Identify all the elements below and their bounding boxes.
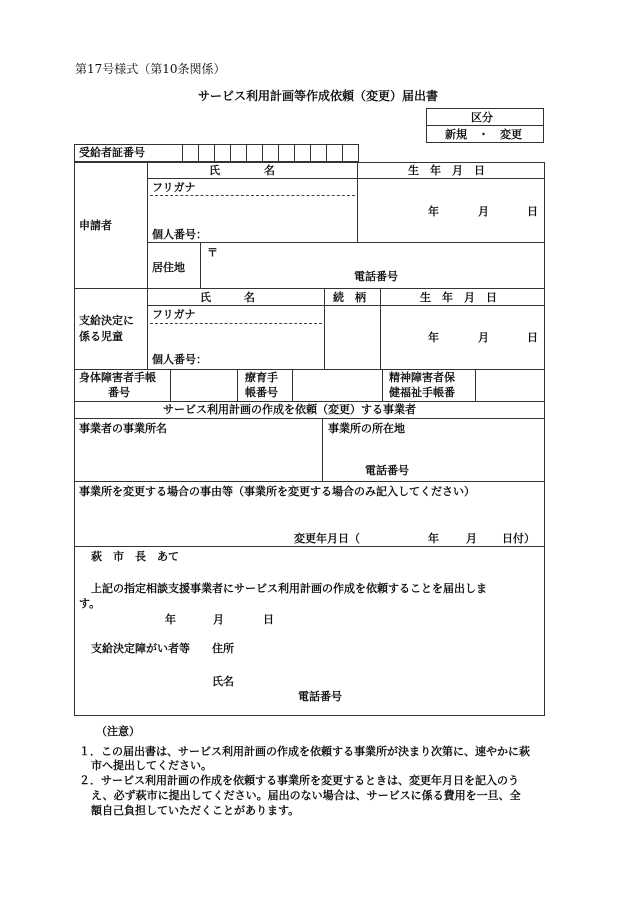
recipient-cert-label: 受給者証番号 [79, 146, 145, 159]
office-address-label: 事業所の所在地 [328, 422, 405, 435]
category-header: 区分 [471, 111, 493, 124]
form-title: サービス利用計画等作成依頼（変更）届出書 [198, 89, 439, 103]
child-dob-day: 日 [527, 331, 538, 344]
child-personal-number-label: 個人番号： [152, 353, 207, 366]
note-line: 額自己負担していただくことがあります。 [91, 804, 300, 817]
change-reason-label: 事業所を変更する場合の事由等（事業所を変更する場合のみ記入してください） [79, 485, 475, 498]
mental-handbook-field[interactable] [477, 371, 543, 399]
declarant-address-label: 住所 [212, 642, 234, 655]
declarant-label: 支給決定障がい者等 [91, 642, 190, 655]
child-dob-month: 月 [478, 331, 489, 344]
addressee: 萩 市 長 あて [91, 550, 179, 563]
applicant-phone-label: 電話番号 [354, 270, 398, 283]
change-date-label: 変更年月日（ [294, 532, 360, 545]
applicant-dob-header: 生 年 月 日 [408, 164, 485, 177]
applicant-dob-day: 日 [527, 205, 538, 218]
change-date-month: 月 [466, 532, 477, 545]
child-dob-header: 生 年 月 日 [420, 291, 497, 304]
change-reason-field[interactable] [76, 500, 543, 528]
child-furigana-label: フリガナ [152, 308, 196, 321]
declarant-address-field[interactable] [240, 640, 540, 656]
child-relation-header: 続 柄 [333, 291, 366, 304]
physical-handbook-label-2: 番号 [108, 386, 130, 399]
note-line: 市へ提出してください。 [91, 759, 212, 772]
mental-handbook-label-1: 精神障害者保 [389, 371, 455, 384]
applicant-name-field[interactable] [150, 197, 355, 227]
physical-handbook-label-1: 身体障害者手帳 [79, 371, 156, 384]
office-name-label: 事業者の事業所名 [79, 422, 167, 435]
mental-handbook-label-2: 健福祉手帳番 [389, 386, 455, 399]
declaration-text-line2: す。 [79, 597, 101, 610]
ryoiku-handbook-label-1: 療育手 [245, 371, 278, 384]
form-number: 第17号様式（第10条関係） [75, 62, 226, 76]
ryoiku-handbook-label-2: 帳番号 [245, 386, 278, 399]
applicant-dob-year: 年 [428, 205, 439, 218]
declarant-name-field[interactable] [240, 673, 540, 689]
child-label-line2: 係る児童 [79, 330, 123, 343]
child-dob-year: 年 [428, 331, 439, 344]
applicant-dob-field[interactable] [358, 180, 544, 240]
declaration-date-month: 月 [213, 613, 224, 626]
declarant-phone-label: 電話番号 [298, 690, 342, 703]
postal-mark: 〒 [207, 246, 218, 259]
applicant-personal-number-label: 個人番号： [152, 228, 207, 241]
child-name-header: 氏 名 [200, 291, 255, 304]
office-phone-label: 電話番号 [365, 464, 409, 477]
applicant-label: 申請者 [79, 219, 112, 232]
ryoiku-handbook-field[interactable] [294, 371, 381, 399]
category-options[interactable]: 新規 ・ 変更 [445, 128, 522, 141]
declaration-date-day: 日 [263, 613, 274, 626]
child-dob-field[interactable] [382, 307, 544, 367]
provider-section-header: サービス利用計画の作成を依頼（変更）する事業者 [163, 403, 416, 416]
note-line: え、必ず萩市に提出してください。届出のない場合は、サービスに係る費用を一旦、全 [91, 789, 521, 802]
office-name-field[interactable] [76, 436, 320, 479]
child-label-line1: 支給決定に [79, 314, 134, 327]
change-date-year: 年 [428, 532, 439, 545]
office-address-field[interactable] [324, 436, 544, 463]
note-line: ２．サービス利用計画の作成を依頼する事業所を変更するときは、変更年月日を記入のう [79, 774, 519, 787]
applicant-furigana-label: フリガナ [152, 181, 196, 194]
child-name-field[interactable] [150, 325, 322, 353]
applicant-name-header: 氏 名 [209, 164, 275, 177]
change-date-day: 日付） [502, 532, 535, 545]
applicant-dob-month: 月 [478, 205, 489, 218]
child-relation-field[interactable] [326, 307, 379, 367]
physical-handbook-field[interactable] [172, 371, 236, 399]
note-line: １．この届出書は、サービス利用計画の作成を依頼する事業所が決まり次第に、速やかに萩 [79, 745, 530, 758]
applicant-address-label: 居住地 [152, 261, 185, 274]
declaration-text-line1: 上記の指定相談支援事業者にサービス利用計画の作成を依頼することを届出しま [91, 582, 487, 595]
declaration-date-year: 年 [165, 613, 176, 626]
declarant-name-label: 氏名 [212, 675, 234, 688]
notes-header: （注意） [96, 725, 140, 738]
